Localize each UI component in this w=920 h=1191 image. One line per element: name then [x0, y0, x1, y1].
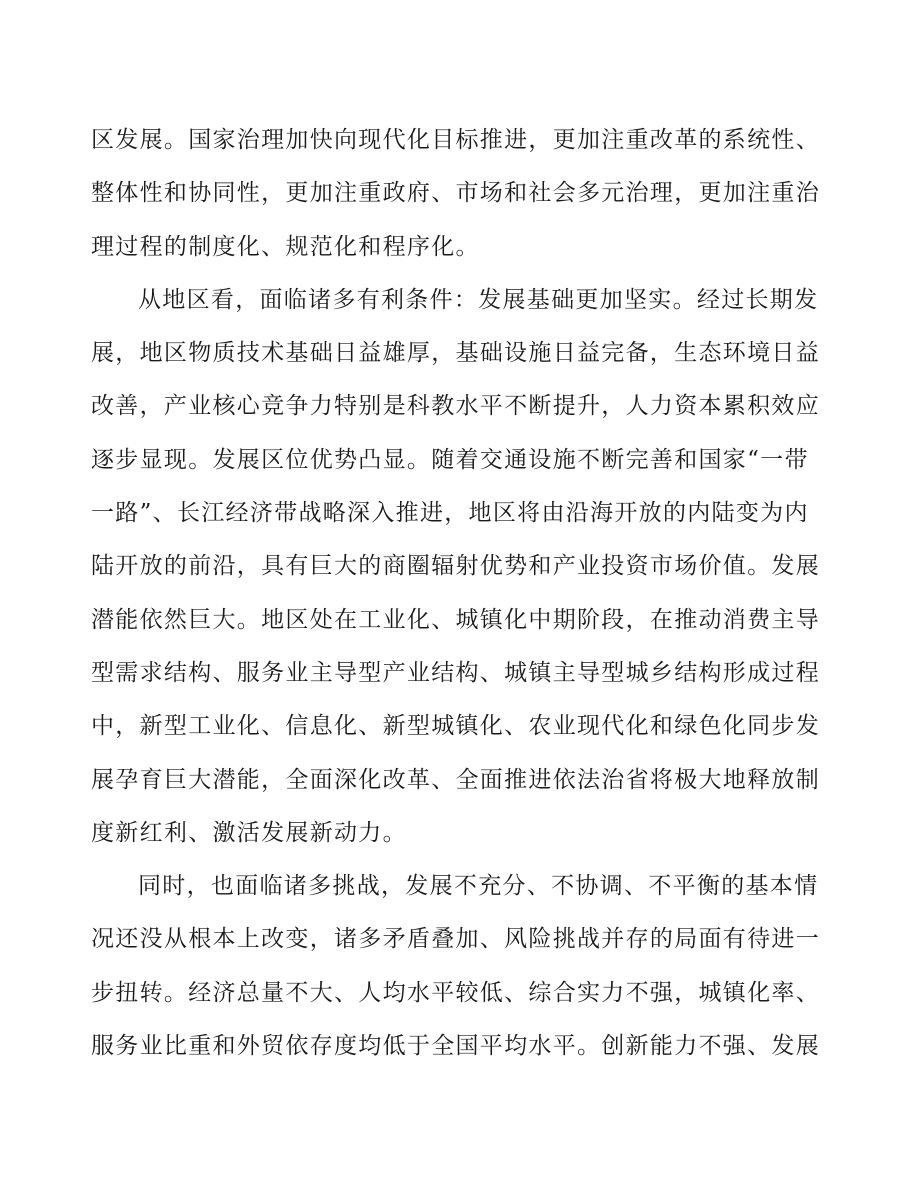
- text-line: 潜能依然巨大。地区处在工业化、城镇化中期阶段，在推动消费主导: [91, 606, 820, 633]
- text-line: 陆开放的前沿，具有巨大的商圈辐射优势和产业投资市场价值。发展: [91, 553, 820, 580]
- text-line: 展孕育巨大潜能，全面深化改革、全面推进依法治省将极大地释放制: [91, 766, 820, 793]
- paragraph-1: [91, 114, 831, 274]
- text-line: 同时，也面临诸多挑战，发展不充分、不协调、不平衡的基本情: [138, 873, 819, 900]
- text-line: 理过程的制度化、规范化和程序化。: [91, 233, 480, 260]
- text-line: 步扭转。经济总量不大、人均水平较低、综合实力不强，城镇化率、: [91, 979, 820, 1006]
- paragraph-3: [91, 860, 831, 1073]
- text-line: 逐步显现。发展区位优势凸显。随着交通设施不断完善和国家“一带: [91, 446, 809, 473]
- text-line: 整体性和协同性，更加注重政府、市场和社会多元治理，更加注重治: [91, 180, 820, 207]
- text-line: 一路”、长江经济带战略深入推进，地区将由沿海开放的内陆变为内: [91, 500, 809, 527]
- text-line: 服务业比重和外贸依存度均低于全国平均水平。创新能力不强、发展: [91, 1033, 820, 1060]
- text-line: 况还没从根本上改变，诸多矛盾叠加、风险挑战并存的局面有待进一: [91, 926, 820, 953]
- text-line: 度新红利、激活发展新动力。: [91, 819, 407, 846]
- text-line: 展，地区物质技术基础日益雄厚，基础设施日益完备，生态环境日益: [91, 340, 820, 367]
- text-line: 中，新型工业化、信息化、新型城镇化、农业现代化和绿色化同步发: [91, 713, 820, 740]
- paragraph-2: [91, 274, 831, 860]
- text-line: 从地区看，面临诸多有利条件：发展基础更加坚实。经过长期发: [138, 286, 819, 313]
- text-line: 改善，产业核心竞争力特别是科教水平不断提升，人力资本累积效应: [91, 393, 820, 420]
- text-line: 区发展。国家治理加快向现代化目标推进，更加注重改革的系统性、: [91, 127, 820, 153]
- text-line: 型需求结构、服务业主导型产业结构、城镇主导型城乡结构形成过程: [91, 659, 820, 686]
- document-body: [91, 114, 831, 1073]
